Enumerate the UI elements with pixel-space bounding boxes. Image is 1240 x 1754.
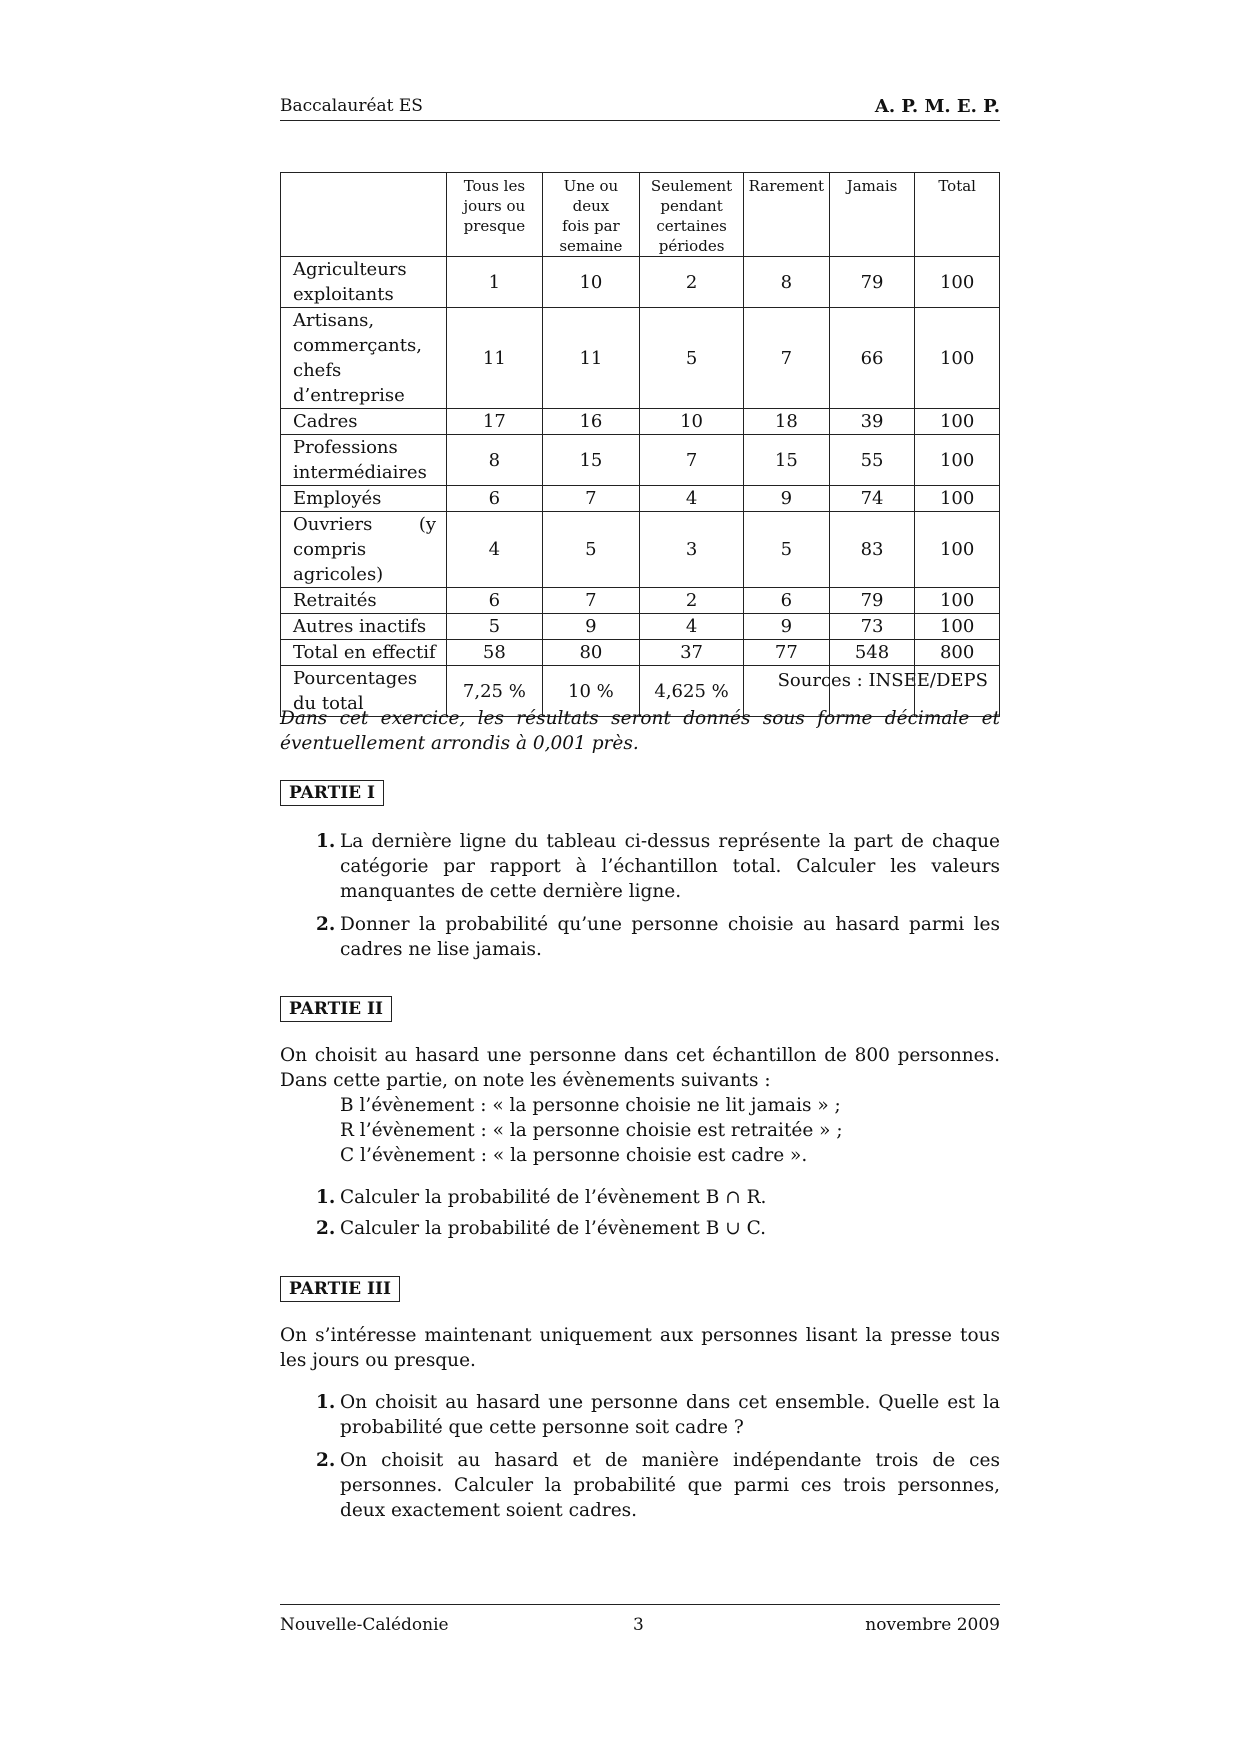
table-cell: 8 (744, 257, 830, 308)
footer-left: Nouvelle-Calédonie (280, 1615, 449, 1635)
table-cell: 11 (447, 308, 543, 409)
table-cell: 9 (744, 614, 830, 640)
table-cell: 6 (744, 588, 830, 614)
partie-2-questions (316, 1185, 1000, 1249)
table-row (281, 640, 1000, 666)
table-cell: 5 (744, 512, 830, 588)
table-cell: 5 (447, 614, 543, 640)
table-row (281, 257, 1000, 308)
table-cell: 10 (542, 257, 639, 308)
list-item (316, 912, 1000, 962)
table-cell: 11 (542, 308, 639, 409)
table-cell: 7 (640, 435, 744, 486)
table-cell: 548 (829, 640, 915, 666)
table-cell: 9 (744, 486, 830, 512)
table-cell: 4 (640, 614, 744, 640)
table-cell: 100 (915, 588, 1000, 614)
partie-3-questions (316, 1390, 1000, 1531)
table-row (281, 435, 1000, 486)
table-cell: 7 (744, 308, 830, 409)
table-cell: 100 (915, 512, 1000, 588)
intro-note: Dans cet exercice, les résultats seront donnés sous forme décimale et éventuellement arrondis à 0,001 près. (280, 708, 1000, 754)
table-cell: 77 (744, 640, 830, 666)
column-header: Seulement pendant certaines périodes (640, 173, 744, 257)
row-label: Professions intermédiaires (281, 435, 447, 486)
table-cell: 7 (542, 486, 639, 512)
table-cell: 100 (915, 409, 1000, 435)
table-cell: 2 (640, 257, 744, 308)
partie-1-title: PARTIE I (280, 780, 384, 806)
column-header: Total (915, 173, 1000, 257)
table-cell: 4 (640, 486, 744, 512)
table-cell: 100 (915, 308, 1000, 409)
table-cell: 80 (542, 640, 639, 666)
table-cell: 7 (542, 588, 639, 614)
partie-3-intro: On s’intéresse maintenant uniquement aux personnes lisant la presse tous les jours ou presque. (280, 1325, 1000, 1371)
question-number: 2. (316, 1218, 336, 1239)
table-cell: 18 (744, 409, 830, 435)
list-item (316, 1448, 1000, 1523)
question-number: 1. (316, 1392, 336, 1413)
page-header (280, 96, 1000, 121)
table-cell: 58 (447, 640, 543, 666)
question-text: La dernière ligne du tableau ci-dessus représente la part de chaque catégorie par rapport à l’échantillon total. Calculer les valeurs manquantes de cette dernière ligne. (340, 831, 1000, 902)
table-cell: 9 (542, 614, 639, 640)
column-header: Rarement (744, 173, 830, 257)
table-corner (281, 173, 447, 257)
table-cell: 4 (447, 512, 543, 588)
table-cell: 16 (542, 409, 639, 435)
table-row (281, 409, 1000, 435)
table-cell: 100 (915, 486, 1000, 512)
list-item (316, 829, 1000, 904)
partie-2-intro: On choisit au hasard une personne dans cet échantillon de 800 personnes. Dans cette partie, on note les évènements suivants : (280, 1045, 1000, 1091)
row-label: Cadres (281, 409, 447, 435)
table-row (281, 308, 1000, 409)
question-text: Calculer la probabilité de l’évènement B ∪ C. (340, 1218, 766, 1239)
table-cell: 10 (640, 409, 744, 435)
table-cell: 100 (915, 435, 1000, 486)
table-cell: 2 (640, 588, 744, 614)
table-cell: 1 (447, 257, 543, 308)
table-sources: Sources : INSEE/DEPS (777, 670, 988, 691)
column-header: Jamais (829, 173, 915, 257)
row-label: Agriculteurs exploitants (281, 257, 447, 308)
reading-habits-table (280, 172, 1000, 717)
table-cell: 100 (915, 614, 1000, 640)
table-cell: 37 (640, 640, 744, 666)
list-item (316, 1216, 1000, 1241)
table-row (281, 614, 1000, 640)
table-cell: 17 (447, 409, 543, 435)
table-cell: 7,25 % (447, 666, 543, 717)
question-number: 2. (316, 1450, 336, 1471)
question-number: 1. (316, 831, 336, 852)
table-cell: 5 (542, 512, 639, 588)
question-number: 2. (316, 914, 336, 935)
partie-1-questions (316, 829, 1000, 970)
table-row (281, 588, 1000, 614)
event-r: R l’évènement : « la personne choisie est retraitée » ; (340, 1120, 843, 1141)
table-cell: 15 (744, 435, 830, 486)
column-header: Une ou deux fois par semaine (542, 173, 639, 257)
row-label: Pourcentages du total (281, 666, 447, 717)
table-cell: 83 (829, 512, 915, 588)
header-right: A. P. M. E. P. (874, 96, 1000, 117)
column-header: Tous les jours ou presque (447, 173, 543, 257)
row-label: Ouvriers (y compris agricoles) (281, 512, 447, 588)
question-number: 1. (316, 1187, 336, 1208)
list-item (316, 1390, 1000, 1440)
question-text: On choisit au hasard une personne dans cet ensemble. Quelle est la probabilité que cette personne soit cadre ? (340, 1392, 1000, 1438)
page-number: 3 (633, 1615, 644, 1635)
row-label: Artisans, commerçants, chefs d’entreprise (281, 308, 447, 409)
table-cell: 15 (542, 435, 639, 486)
table-header-row (281, 173, 1000, 257)
footer-right: novembre 2009 (865, 1615, 1000, 1635)
header-left: Baccalauréat ES (280, 96, 423, 116)
table-cell: 800 (915, 640, 1000, 666)
question-text: Donner la probabilité qu’une personne choisie au hasard parmi les cadres ne lise jamais. (340, 914, 1000, 960)
table-cell: 55 (829, 435, 915, 486)
row-label: Autres inactifs (281, 614, 447, 640)
table-cell: 74 (829, 486, 915, 512)
event-b: B l’évènement : « la personne choisie ne lit jamais » ; (340, 1095, 841, 1116)
page-footer (280, 1604, 1000, 1635)
event-c: C l’évènement : « la personne choisie est cadre ». (340, 1145, 808, 1166)
question-text: Calculer la probabilité de l’évènement B ∩ R. (340, 1187, 767, 1208)
partie-2-title: PARTIE II (280, 996, 392, 1022)
list-item (316, 1185, 1000, 1210)
row-label: Total en effectif (281, 640, 447, 666)
table-cell: 6 (447, 588, 543, 614)
table-cell: 100 (915, 257, 1000, 308)
table-cell: 79 (829, 257, 915, 308)
table-cell: 66 (829, 308, 915, 409)
table-cell: 39 (829, 409, 915, 435)
table-row (281, 512, 1000, 588)
row-label: Retraités (281, 588, 447, 614)
table-cell: 73 (829, 614, 915, 640)
question-text: On choisit au hasard et de manière indépendante trois de ces personnes. Calculer la probabilité que parmi ces trois personnes, deux exactement soient cadres. (340, 1450, 1000, 1521)
partie-3-title: PARTIE III (280, 1276, 400, 1302)
table-cell: 79 (829, 588, 915, 614)
row-label: Employés (281, 486, 447, 512)
table-row (281, 486, 1000, 512)
table-cell: 8 (447, 435, 543, 486)
table-cell: 4,625 % (640, 666, 744, 717)
table-cell: 10 % (542, 666, 639, 717)
table-cell: 5 (640, 308, 744, 409)
table-cell: 6 (447, 486, 543, 512)
event-definitions (340, 1093, 843, 1168)
table-cell: 3 (640, 512, 744, 588)
